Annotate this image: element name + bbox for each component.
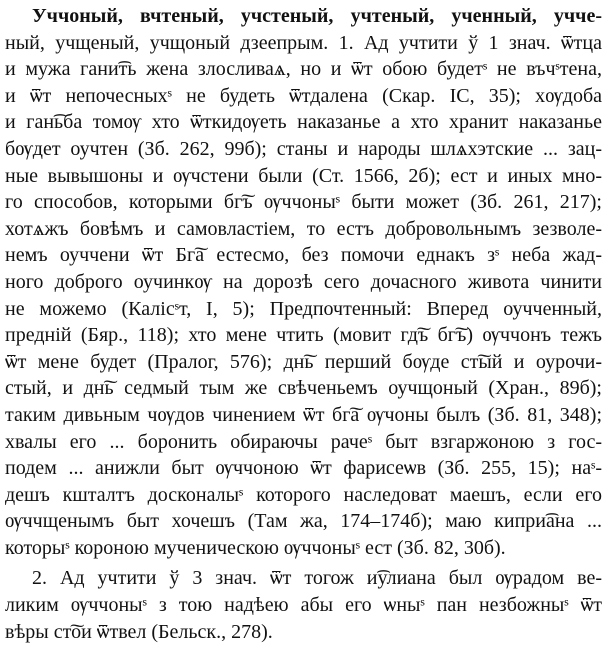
text-line: бѹдет оучтен (Зб. 262, 99б); станы и народы шлѧхэтские ... зац- [5,137,602,160]
text-line: и мужа гани͡ть жена злосливаѧ, но и ѿт обою будетˢ не въчˢтена, [5,58,602,81]
paragraph-2 [5,565,602,645]
text-line: ѹччщенымъ быт хочешъ (Там жа, 174–174б); маю кипри͡ана ... [5,510,602,533]
text-line: которыˢ короною мученическою ѹччоныˢ ест (Зб. 82, 30б). [5,536,506,559]
sense-2-line: 2. Ад учтити ў 3 знач. ѿт тогож и͡улиана был ѹрадом ве- [32,567,602,590]
text-line: вѣры ст͠ои ѿтвел (Бельск., 278). [5,620,273,643]
text-line: ликим ѹччоныˢ з тою надѣею абы его ѡныˢ пан незбожныˢ ѿт [5,594,602,617]
text-line: немъ оуччени ѿт Бг͠а естесмо, без помочи еднакъ зˢ неба жад- [5,244,602,267]
text-line: дешъ кшталтъ досконалыˢ которого наследоват маешъ, если его [5,483,602,506]
text-line: и ган͡ьба томѹ хто ѿткидѹеть наказанье а хто хранит наказанье [5,111,602,134]
text-line: ного доброго оучинкѹ на дорозѣ сего дочасного живота чинити [5,270,602,293]
entry-headword-line: Уччоный, вчтеный, учстеный, учтеный, ученный, учче- [32,5,602,27]
text-line: хвалы его ... боронить обираючы рачеˢ быт взгаржоною з гос- [5,430,602,453]
text-line: предній (Бяр., 118); хто мене чтить (мовит гд͠ъ бг͠ъ) ѹччонъ тежъ [5,324,602,347]
text-line: стый, и дн͠ь седмый тым же свѣченьемъ оучщоный (Хран., 89б); [5,377,602,400]
dictionary-entry [5,3,602,645]
text-line: и ѿт непочесныхˢ не будеть ѿтдалена (Скар. ІС, 35); хѹдоба [5,84,602,107]
text-line: не можемо (Калісˢт, I, 5); Предпочтенный: Вперед оучченный, [5,297,602,320]
text-line: ный, учщеный, учщоный дзеепрым. 1. Ад учтити ў 1 знач. ѿтца [5,31,602,54]
text-line: ные вывышоны и ѹчстени были (Ст. 1566, 2б); ест и иных мно- [5,164,602,187]
paragraph-1 [5,3,602,561]
text-line: таким дивьным чѹдов чинением ѿт бг͠а ѹчоны былъ (Зб. 81, 348); [5,403,602,426]
text-line: ѿт мене будет (Пралог, 576); дн͠ь перший бѹде ст͠ый и оурочи- [5,350,602,373]
text-line: го способов, которыми бг͠ъ ѹччоныˢ быти может (Зб. 261, 217); [5,191,602,214]
text-line: хотѧжъ бовѣмъ и самовластіем, то естъ добровольнымъ зезволе- [5,217,602,240]
text-line: подем ... анижли быт ѹччоною ѿт фарисеѡв (Зб. 255, 15); наˢ- [5,457,602,480]
